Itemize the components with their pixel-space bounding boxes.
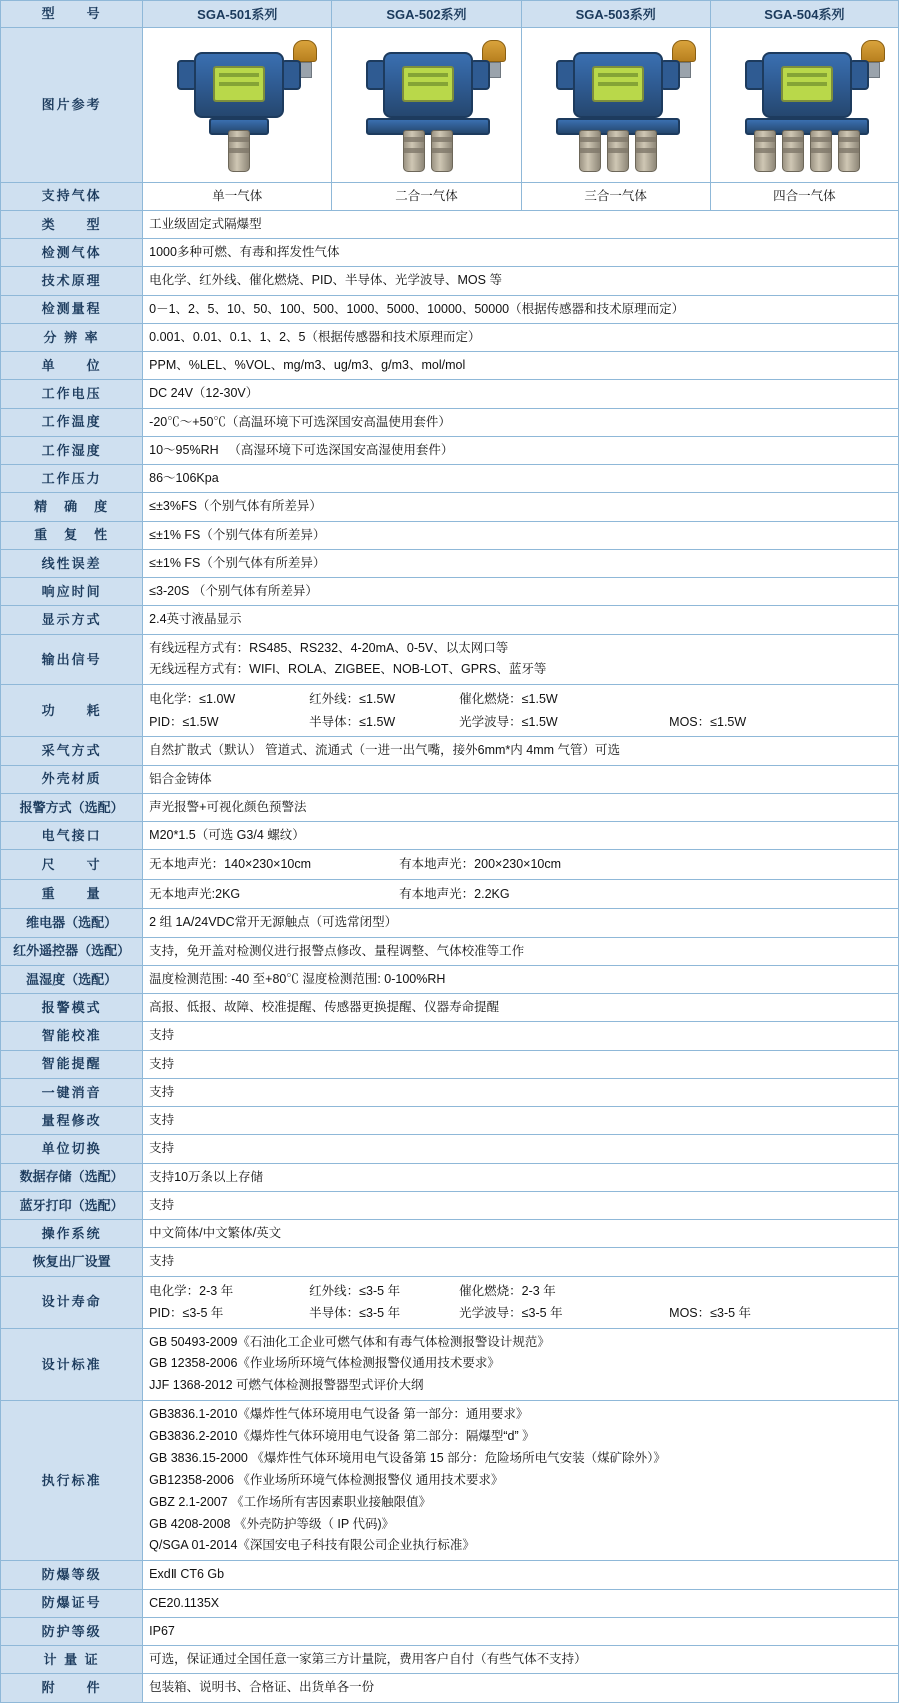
detector-screen-icon <box>592 66 644 102</box>
sensor-probe-icon <box>403 130 425 172</box>
table-row-display <box>1 606 899 634</box>
lifespan-electrochemical: 电化学：2-3 年 <box>149 1283 234 1298</box>
table-row-unit <box>1 352 899 380</box>
table-row-range-modify <box>1 1107 899 1135</box>
row-label-accuracy: 精 确 度 <box>1 493 143 521</box>
row-label-linear-error: 线性误差 <box>1 549 143 577</box>
table-row-resolution <box>1 323 899 351</box>
table-row-ir-remote <box>1 937 899 965</box>
table-row-housing <box>1 765 899 793</box>
table-row-sampling <box>1 737 899 765</box>
design-standard-line: JJF 1368-2012 可燃气体检测报警器型式评价大纲 <box>149 1378 424 1393</box>
sensor-probe-group <box>754 130 860 172</box>
row-value-linear-error: ≤±1% FS（个别气体有所差异） <box>143 549 899 577</box>
row-value-type: 工业级固定式隔爆型 <box>143 210 899 238</box>
row-label-lifespan: 设计寿命 <box>1 1276 143 1328</box>
row-value-alarm-method: 声光报警+可视化颜色预警法 <box>143 793 899 821</box>
table-row-relay <box>1 909 899 937</box>
sensor-probe-icon <box>810 130 832 172</box>
row-label-range-modify: 量程修改 <box>1 1107 143 1135</box>
table-row-temp-humidity-option <box>1 965 899 993</box>
power-semiconductor: 半导体：≤1.5W <box>309 714 396 729</box>
row-label-ex-level: 防爆等级 <box>1 1561 143 1589</box>
detector-screen-icon <box>213 66 265 102</box>
row-value-smart-reminder: 支持 <box>143 1050 899 1078</box>
row-label-accessories: 附 件 <box>1 1674 143 1702</box>
row-value-response-time: ≤3-20S （个别气体有所差异） <box>143 578 899 606</box>
sensor-probe-icon <box>754 130 776 172</box>
row-value-accuracy: ≤±3%FS（个别气体有所差异） <box>143 493 899 521</box>
row-label-ir-remote: 红外遥控器（选配） <box>1 937 143 965</box>
table-row-exec-standard <box>1 1401 899 1561</box>
table-row-voltage <box>1 380 899 408</box>
output-signal-wired: 有线远程方式有：RS485、RS232、4-20mA、0-5V、以太网口等 <box>149 640 509 655</box>
exec-standard-line: GB3836.2-2010《爆炸性气体环境用电气设备 第二部分：隔爆型“d” 》 <box>149 1429 535 1443</box>
row-value-range: 0－1、2、5、10、50、100、500、1000、5000、10000、50000（根据传感器和技术原理而定） <box>143 295 899 323</box>
row-value-housing: 铝合金铸体 <box>143 765 899 793</box>
output-signal-wireless: 无线远程方式有：WIFI、ROLA、ZIGBEE、NOB-LOT、GPRS、蓝牙等 <box>149 662 547 677</box>
table-row-type <box>1 210 899 238</box>
row-value-ex-level: ExdⅡ CT6 Gb <box>143 1561 899 1589</box>
table-row-metrology-certificate <box>1 1646 899 1674</box>
table-row-smart-reminder <box>1 1050 899 1078</box>
detector-body-icon <box>573 52 663 118</box>
weight-with-local-alarm: 有本地声光：2.2KG <box>399 886 510 901</box>
sensor-probe-icon <box>228 130 250 172</box>
row-label-humidity: 工作湿度 <box>1 436 143 464</box>
gas-support-501: 单一气体 <box>143 182 332 210</box>
row-value-exec-standard <box>143 1401 899 1561</box>
row-label-temp-humidity-option: 温湿度（选配） <box>1 965 143 993</box>
table-row-repeatability <box>1 521 899 549</box>
row-value-ir-remote: 支持，免开盖对检测仪进行报警点修改、量程调整、气体校准等工作 <box>143 937 899 965</box>
sensor-probe-icon <box>782 130 804 172</box>
size-with-local-alarm: 有本地声光：200×230×10cm <box>399 857 562 872</box>
table-row-os <box>1 1220 899 1248</box>
row-label-unit: 单 位 <box>1 352 143 380</box>
table-row-alarm-mode <box>1 994 899 1022</box>
detector-image-501 <box>143 27 332 182</box>
row-label-exec-standard: 执行标准 <box>1 1401 143 1561</box>
table-row-accuracy <box>1 493 899 521</box>
exec-standard-line: GB 3836.15-2000 《爆炸性气体环境用电气设备第 15 部分：危险场所电气安装（煤矿除外）》 <box>149 1450 666 1465</box>
row-value-electrical-interface: M20*1.5（可选 G3/4 螺纹） <box>143 822 899 850</box>
row-label-principle: 技术原理 <box>1 267 143 295</box>
row-value-metrology-certificate: 可选，保证通过全国任意一家第三方计量院，费用客户自付（有些气体不支持） <box>143 1646 899 1674</box>
table-row-linear-error <box>1 549 899 577</box>
power-infrared: 红外线：≤1.5W <box>309 692 396 707</box>
row-label-output-signal: 输出信号 <box>1 634 143 685</box>
table-row-temperature <box>1 408 899 436</box>
row-value-ip-level: IP67 <box>143 1617 899 1645</box>
row-label-type: 类 型 <box>1 210 143 238</box>
row-value-relay: 2 组 1A/24VDC常开无源触点（可选常闭型） <box>143 909 899 937</box>
table-row-lifespan <box>1 1276 899 1328</box>
model-header-503: SGA-503系列 <box>521 1 710 28</box>
row-value-detect-gas: 1000多种可燃、有毒和挥发性气体 <box>143 239 899 267</box>
sensor-probe-group <box>579 130 657 172</box>
row-label-weight: 重 量 <box>1 879 143 909</box>
row-value-temperature: -20℃～+50℃（高温环境下可选深国安高温使用套件） <box>143 408 899 436</box>
row-label-smart-calibration: 智能校准 <box>1 1022 143 1050</box>
detector-body-icon <box>762 52 852 118</box>
model-header-504: SGA-504系列 <box>710 1 898 28</box>
row-label-relay: 维电器（选配） <box>1 909 143 937</box>
row-label-resolution: 分 辨 率 <box>1 323 143 351</box>
exec-standard-line: GB 4208-2008 《外壳防护等级（ IP 代码)》 <box>149 1516 395 1531</box>
row-value-voltage: DC 24V（12-30V） <box>143 380 899 408</box>
row-value-alarm-mode: 高报、低报、故障、校准提醒、传感器更换提醒、仪器寿命提醒 <box>143 994 899 1022</box>
table-row-image <box>1 27 899 182</box>
table-row-design-standard <box>1 1328 899 1401</box>
table-row-detect-gas <box>1 239 899 267</box>
row-label-voltage: 工作电压 <box>1 380 143 408</box>
row-label-response-time: 响应时间 <box>1 578 143 606</box>
sensor-probe-group <box>403 130 453 172</box>
table-row-size <box>1 850 899 880</box>
table-row-bluetooth-print <box>1 1191 899 1219</box>
lifespan-catalytic: 催化燃烧：2-3 年 <box>459 1283 556 1298</box>
model-header-502: SGA-502系列 <box>332 1 521 28</box>
detector-image-504 <box>710 27 898 182</box>
table-row-gas-support <box>1 182 899 210</box>
table-row-alarm-method <box>1 793 899 821</box>
row-label-bluetooth-print: 蓝牙打印（选配） <box>1 1191 143 1219</box>
row-value-resolution: 0.001、0.01、0.1、1、2、5（根据传感器和技术原理而定） <box>143 323 899 351</box>
row-value-factory-reset: 支持 <box>143 1248 899 1276</box>
row-label-sampling: 采气方式 <box>1 737 143 765</box>
row-value-design-standard <box>143 1328 899 1401</box>
row-value-weight <box>143 879 899 909</box>
row-value-sampling: 自然扩散式（默认） 管道式、流通式（一进一出气嘴，接外6mm*内 4mm 气管）可选 <box>143 737 899 765</box>
row-value-data-storage: 支持10万条以上存储 <box>143 1163 899 1191</box>
table-row-response-time <box>1 578 899 606</box>
row-value-smart-calibration: 支持 <box>143 1022 899 1050</box>
sensor-probe-icon <box>579 130 601 172</box>
table-row-ip-level <box>1 1617 899 1645</box>
design-standard-line: GB 12358-2006《作业场所环境气体检测报警仪通用技术要求》 <box>149 1356 500 1371</box>
row-label-metrology-certificate: 计 量 证 <box>1 1646 143 1674</box>
row-label-design-standard: 设计标准 <box>1 1328 143 1401</box>
detector-screen-icon <box>781 66 833 102</box>
table-row-ex-certificate <box>1 1589 899 1617</box>
sensor-probe-icon <box>838 130 860 172</box>
sensor-probe-icon <box>431 130 453 172</box>
row-value-power <box>143 685 899 737</box>
row-label-display: 显示方式 <box>1 606 143 634</box>
row-label-gas-support: 支持气体 <box>1 182 143 210</box>
power-optical-waveguide: 光学波导：≤1.5W <box>459 714 558 729</box>
table-row-principle <box>1 267 899 295</box>
lifespan-semiconductor: 半导体：≤3-5 年 <box>309 1306 401 1320</box>
table-row-electrical-interface <box>1 822 899 850</box>
model-header-501: SGA-501系列 <box>143 1 332 28</box>
row-label-ex-certificate: 防爆证号 <box>1 1589 143 1617</box>
power-line-2 <box>149 711 892 734</box>
row-label-pressure: 工作压力 <box>1 465 143 493</box>
gas-support-502: 二合一气体 <box>332 182 521 210</box>
design-standard-line: GB 50493-2009《石油化工企业可燃气体和有毒气体检测报警设计规范》 <box>149 1334 550 1349</box>
detector-image-502 <box>332 27 521 182</box>
row-value-repeatability: ≤±1% FS（个别气体有所差异） <box>143 521 899 549</box>
row-value-one-key-mute: 支持 <box>143 1078 899 1106</box>
row-value-os: 中文简体/中文繁体/英文 <box>143 1220 899 1248</box>
row-value-pressure: 86～106Kpa <box>143 465 899 493</box>
exec-standard-line: Q/SGA 01-2014《深国安电子科技有限公司企业执行标准》 <box>149 1538 475 1553</box>
weight-without-local-alarm: 无本地声光:2KG <box>149 886 241 901</box>
table-row-range <box>1 295 899 323</box>
detector-body-icon <box>383 52 473 118</box>
mount-bracket-right-icon <box>281 60 301 90</box>
row-value-unit: PPM、%LEL、%VOL、mg/m3、ug/m3、g/m3、mol/mol <box>143 352 899 380</box>
sensor-probe-group <box>228 130 250 172</box>
table-row-one-key-mute <box>1 1078 899 1106</box>
mount-bracket-right-icon <box>470 60 490 90</box>
mount-bracket-right-icon <box>849 60 869 90</box>
row-value-range-modify: 支持 <box>143 1107 899 1135</box>
row-label-alarm-method: 报警方式（选配） <box>1 793 143 821</box>
row-label-image: 图片参考 <box>1 27 143 182</box>
lifespan-line-1 <box>149 1280 892 1303</box>
power-electrochemical: 电化学：≤1.0W <box>149 692 236 707</box>
exec-standard-line: GB3836.1-2010《爆炸性气体环境用电气设备 第一部分：通用要求》 <box>149 1407 529 1422</box>
row-value-principle: 电化学、红外线、催化燃烧、PID、半导体、光学波导、MOS 等 <box>143 267 899 295</box>
table-row-weight <box>1 879 899 909</box>
detector-image-503 <box>521 27 710 182</box>
exec-standard-line: GBZ 2.1-2007 《工作场所有害因素职业接触限值》 <box>149 1494 432 1509</box>
table-row-output-signal <box>1 634 899 685</box>
power-mos: MOS：≤1.5W <box>669 714 747 729</box>
lifespan-infrared: 红外线：≤3-5 年 <box>309 1283 401 1298</box>
detector-screen-icon <box>402 66 454 102</box>
gas-support-504: 四合一气体 <box>710 182 898 210</box>
sensor-probe-icon <box>635 130 657 172</box>
row-label-smart-reminder: 智能提醒 <box>1 1050 143 1078</box>
row-label-power: 功 耗 <box>1 685 143 737</box>
table-row-unit-switch <box>1 1135 899 1163</box>
row-value-accessories: 包装箱、说明书、合格证、出货单各一份 <box>143 1674 899 1702</box>
size-without-local-alarm: 无本地声光：140×230×10cm <box>149 857 312 872</box>
row-value-bluetooth-print: 支持 <box>143 1191 899 1219</box>
row-label-data-storage: 数据存储（选配） <box>1 1163 143 1191</box>
row-label-repeatability: 重 复 性 <box>1 521 143 549</box>
row-value-output-signal <box>143 634 899 685</box>
table-row-factory-reset <box>1 1248 899 1276</box>
mount-bracket-right-icon <box>660 60 680 90</box>
power-pid: PID：≤1.5W <box>149 714 219 729</box>
row-value-humidity: 10～95%RH （高湿环境下可选深国安高湿使用套件） <box>143 436 899 464</box>
table-row-accessories <box>1 1674 899 1702</box>
lifespan-line-2 <box>149 1302 892 1325</box>
row-value-display: 2.4英寸液晶显示 <box>143 606 899 634</box>
power-line-1 <box>149 688 892 711</box>
row-value-unit-switch: 支持 <box>143 1135 899 1163</box>
table-row-ex-level <box>1 1561 899 1589</box>
power-catalytic: 催化燃烧：≤1.5W <box>459 692 558 707</box>
lifespan-optical-waveguide: 光学波导：≤3-5 年 <box>459 1306 563 1320</box>
row-value-lifespan <box>143 1276 899 1328</box>
row-label-ip-level: 防护等级 <box>1 1617 143 1645</box>
row-label-housing: 外壳材质 <box>1 765 143 793</box>
row-label-electrical-interface: 电气接口 <box>1 822 143 850</box>
lifespan-pid: PID：≤3-5 年 <box>149 1306 224 1320</box>
gas-support-503: 三合一气体 <box>521 182 710 210</box>
lifespan-mos: MOS：≤3-5 年 <box>669 1306 752 1320</box>
row-label-one-key-mute: 一键消音 <box>1 1078 143 1106</box>
row-label-alarm-mode: 报警模式 <box>1 994 143 1022</box>
table-row-power <box>1 685 899 737</box>
table-row-smart-calibration <box>1 1022 899 1050</box>
table-row-humidity <box>1 436 899 464</box>
row-value-ex-certificate: CE20.1135X <box>143 1589 899 1617</box>
table-row-data-storage <box>1 1163 899 1191</box>
sensor-probe-icon <box>607 130 629 172</box>
row-label-model: 型 号 <box>1 1 143 28</box>
row-label-os: 操作系统 <box>1 1220 143 1248</box>
row-label-temperature: 工作温度 <box>1 408 143 436</box>
table-row-pressure <box>1 465 899 493</box>
row-value-temp-humidity-option: 温度检测范围: -40 至+80℃ 湿度检测范围: 0-100%RH <box>143 965 899 993</box>
row-label-detect-gas: 检测气体 <box>1 239 143 267</box>
row-value-size <box>143 850 899 880</box>
table-row-model <box>1 1 899 28</box>
row-label-unit-switch: 单位切换 <box>1 1135 143 1163</box>
exec-standard-line: GB12358-2006 《作业场所环境气体检测报警仪 通用技术要求》 <box>149 1472 504 1487</box>
row-label-size: 尺 寸 <box>1 850 143 880</box>
row-label-factory-reset: 恢复出厂设置 <box>1 1248 143 1276</box>
row-label-range: 检测量程 <box>1 295 143 323</box>
detector-body-icon <box>194 52 284 118</box>
